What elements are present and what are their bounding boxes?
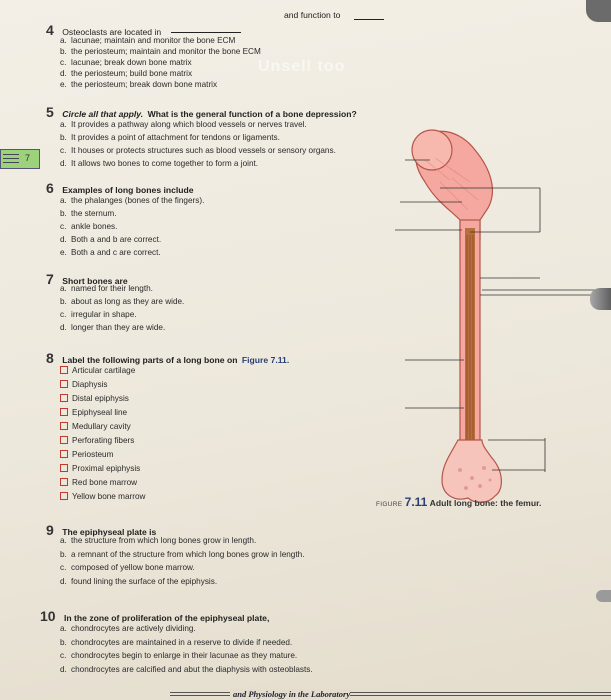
checklist-item[interactable]: Epiphyseal line (60, 408, 145, 422)
checkbox[interactable] (60, 366, 68, 374)
question-stem: What is the general function of a bone depression? (147, 109, 357, 119)
option-e[interactable]: e. the periosteum; break down bone matrix (60, 80, 218, 89)
option-c[interactable]: c. chondrocytes begin to enlarge in their lacunae as they mature. (60, 651, 298, 660)
checkbox[interactable] (60, 492, 68, 500)
checkbox[interactable] (60, 408, 68, 416)
binding-clip (590, 288, 611, 310)
checklist-item[interactable]: Distal epiphysis (60, 394, 145, 408)
question-5-options (60, 120, 336, 172)
option-a[interactable]: a. the structure from which long bones grow in length. (60, 536, 257, 545)
option-a[interactable]: a. named for their length. (60, 284, 153, 293)
checklist-item[interactable]: Diaphysis (60, 380, 145, 394)
option-c[interactable]: c. irregular in shape. (60, 310, 137, 319)
option-c[interactable]: c. composed of yellow bone marrow. (60, 563, 195, 572)
question-number: 7 (46, 271, 54, 287)
bookmark-tab (0, 149, 40, 169)
option-c[interactable]: c. ankle bones. (60, 222, 118, 231)
option-d[interactable]: d. longer than they are wide. (60, 323, 166, 332)
checklist-item[interactable]: Proximal epiphysis (60, 464, 145, 478)
blank-line (354, 19, 384, 20)
option-a[interactable]: a. chondrocytes are actively dividing. (60, 624, 196, 633)
option-a[interactable]: a. It provides a pathway along which blood vessels or nerves travel. (60, 120, 307, 129)
option-a[interactable]: a. the phalanges (bones of the fingers). (60, 196, 205, 205)
checklist-item[interactable]: Perforating fibers (60, 436, 145, 450)
question-6-options (60, 196, 204, 261)
question-stem: Label the following parts of a long bone on (62, 355, 238, 365)
watermark: Unsell too (258, 58, 346, 75)
binding-clip (596, 590, 611, 602)
figure-title: Adult long bone: the femur. (429, 498, 542, 508)
checkbox[interactable] (60, 380, 68, 388)
question-number: 10 (40, 608, 56, 624)
question-7-options (60, 284, 184, 336)
option-c[interactable]: c. lacunae; break down bone matrix (60, 58, 192, 67)
footer-bar (170, 690, 611, 700)
option-d[interactable]: d. Both a and b are correct. (60, 235, 162, 244)
footer-text: and Physiology in the Laboratory (230, 689, 353, 699)
checkbox[interactable] (60, 478, 68, 486)
question-number: 9 (46, 522, 54, 538)
option-d[interactable]: d. found lining the surface of the epiphysis. (60, 576, 218, 586)
option-d[interactable]: d. It allows two bones to come together to form a joint. (60, 159, 259, 168)
question-8-checklist (60, 366, 145, 506)
question-4-options (60, 36, 261, 91)
question-stem: The epiphyseal plate is (62, 527, 157, 537)
checklist-item[interactable]: Medullary cavity (60, 422, 145, 436)
checklist-item[interactable]: Articular cartilage (60, 366, 145, 380)
question-4-stem2: and function to (284, 10, 341, 20)
option-b[interactable]: b. the sternum. (60, 209, 117, 218)
question-stem: Osteoclasts are located in (62, 27, 162, 37)
question-stem: In the zone of proliferation of the epiphyseal plate, (64, 613, 270, 623)
option-b[interactable]: b. about as long as they are wide. (60, 297, 185, 306)
option-b[interactable]: b. the periosteum; maintain and monitor the bone ECM (60, 47, 261, 56)
option-d[interactable]: d. the periosteum; build bone matrix (60, 69, 193, 78)
option-b[interactable]: b. chondrocytes are maintained in a reserve to divide if needed. (60, 637, 293, 647)
question-number: 5 (46, 104, 54, 120)
option-a[interactable]: a. lacunae; maintain and monitor the bone ECM (60, 36, 236, 45)
question-stem: Short bones are (62, 276, 128, 286)
figure-number: 7.11 (404, 495, 428, 509)
figure-label: FIGURE (376, 501, 403, 508)
question-10-options (60, 624, 313, 678)
figure-caption (376, 495, 541, 509)
checklist-item[interactable]: Yellow bone marrow (60, 492, 145, 506)
option-d[interactable]: d. chondrocytes are calcified and abut the diaphysis with osteoblasts. (60, 664, 313, 674)
option-e[interactable]: e. Both a and c are correct. (60, 248, 161, 257)
checkbox[interactable] (60, 436, 68, 444)
femur-figure (380, 120, 611, 510)
option-b[interactable]: b. a remnant of the structure from which long bones grow in length. (60, 549, 305, 559)
question-number: 4 (46, 22, 54, 38)
figure-reference: Figure 7.11. (241, 355, 290, 365)
binding-clip (586, 0, 611, 22)
option-b[interactable]: b. It provides a point of attachment for tendons or ligaments. (60, 133, 280, 142)
checklist-item[interactable]: Red bone marrow (60, 478, 145, 492)
question-number: 6 (46, 180, 54, 196)
checklist-item[interactable]: Periosteum (60, 450, 145, 464)
question-stem-italic: Circle all that apply. (62, 109, 144, 119)
distal-epiphysis-shape (442, 440, 501, 502)
bookmark-label: 7 (25, 153, 31, 163)
question-stem: Examples of long bones include (62, 185, 194, 195)
question-number: 8 (46, 350, 54, 366)
femoral-head (412, 130, 452, 170)
checkbox[interactable] (60, 464, 68, 472)
checkbox[interactable] (60, 394, 68, 402)
checkbox[interactable] (60, 422, 68, 430)
checkbox[interactable] (60, 450, 68, 458)
option-c[interactable]: c. It houses or protects structures such as blood vessels or sensory organs. (60, 146, 336, 155)
question-9-options (60, 536, 304, 590)
